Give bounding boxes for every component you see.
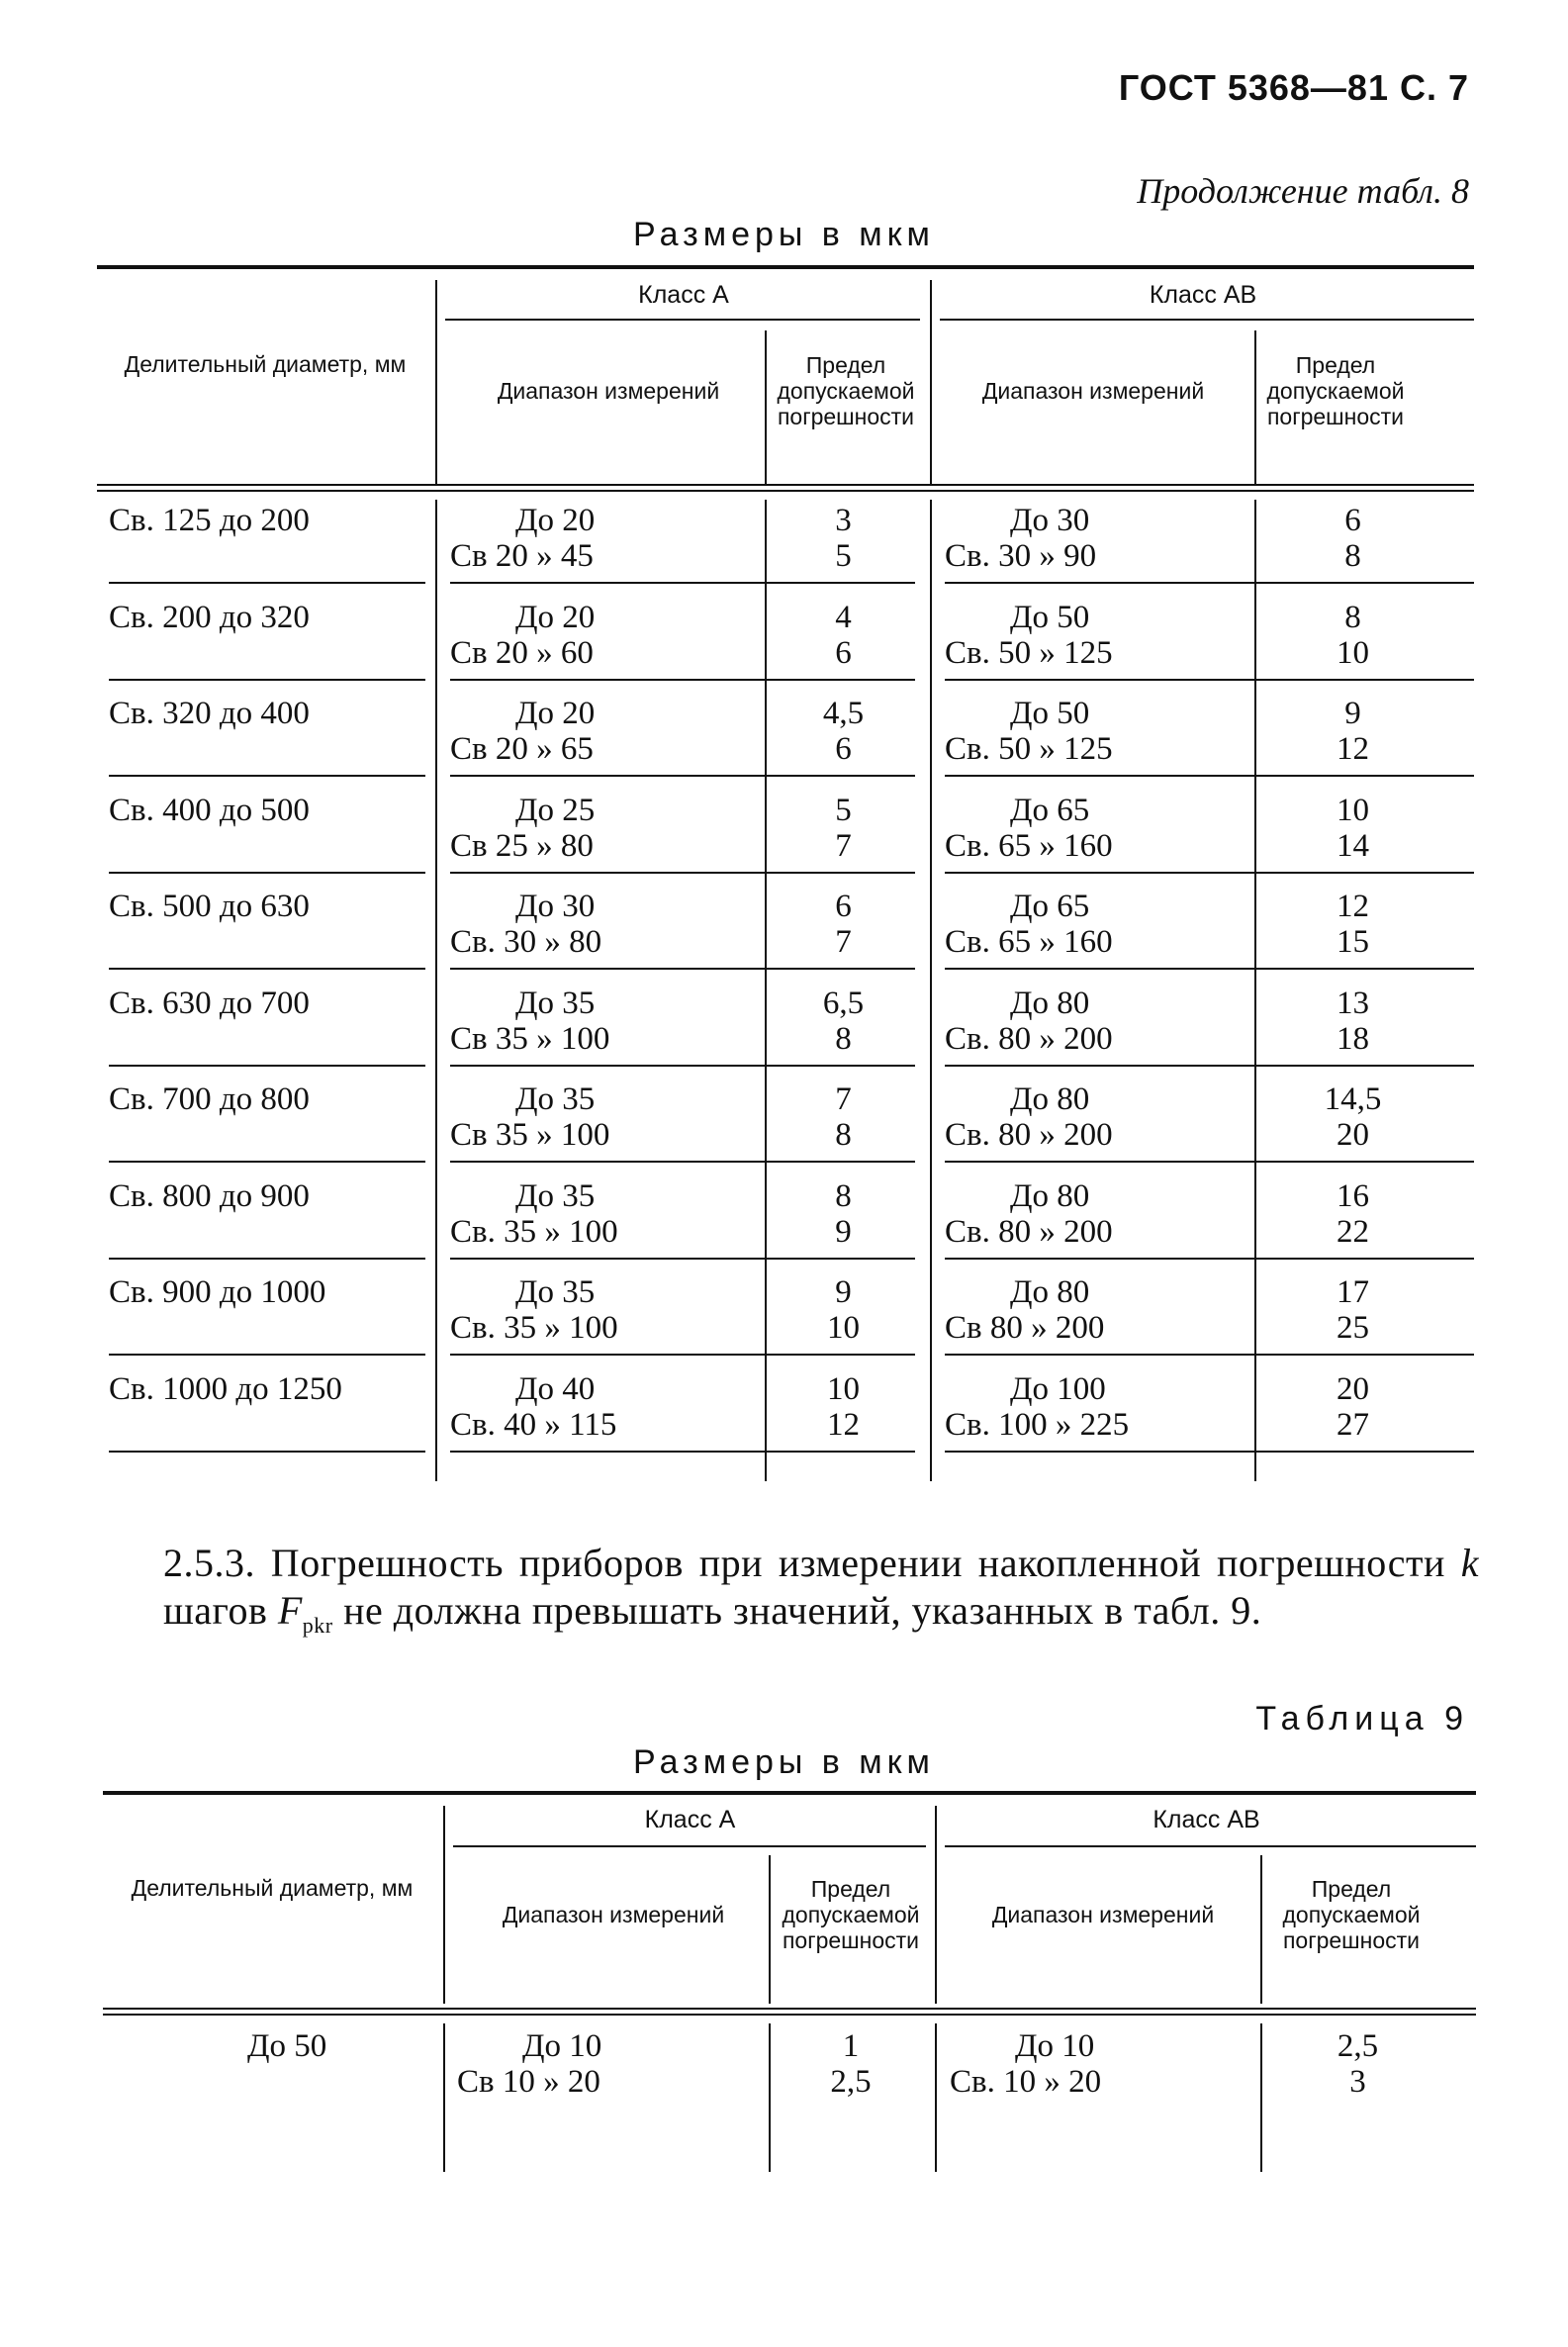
symbol-k: k (1460, 1541, 1479, 1585)
class-a-limit-line: 10 (827, 1310, 860, 1346)
class-ab-limit-line: 25 (1337, 1310, 1369, 1346)
class-a-range-line: Св 35 » 100 (450, 1020, 610, 1057)
class-a-range-line: Св. 35 » 100 (450, 1213, 618, 1250)
class-ab-limit-line: 12 (1337, 731, 1369, 767)
class-ab-limit-line: 8 (1344, 538, 1361, 574)
t9-header-ab-range: Диапазон измерений (991, 1902, 1215, 1927)
class-a-range-line: До 35 (450, 1177, 596, 1214)
table-row-diameter: Св. 125 до 200 (109, 503, 310, 538)
class-a-limit-line: 8 (835, 1117, 852, 1153)
class-ab-range-line: До 65 (945, 792, 1090, 828)
paragraph-text: 2.5.3. Погрешность приборов при измерении накопленной погрешности (163, 1541, 1461, 1585)
class-ab-limit-line: 10 (1337, 792, 1369, 828)
class-a-range (457, 2028, 754, 2100)
class-ab-range (950, 2028, 1246, 2100)
class-ab-range-line: До 80 (945, 1274, 1090, 1310)
class-a-limit-line: 10 (827, 1370, 860, 1407)
header-ab-range: Диапазон измерений (981, 378, 1205, 404)
class-ab-limit-line: 3 (1349, 2064, 1366, 2100)
table9-title: Таблица 9 (1255, 1700, 1469, 1737)
document-code: ГОСТ 5368—81 С. 7 (1118, 67, 1469, 108)
class-ab-range-line: Св. 10 » 20 (950, 2064, 1102, 2100)
class-a-limit-line: 7 (835, 1081, 852, 1117)
class-ab-range-line: До 80 (945, 985, 1090, 1021)
class-a-range-line: Св 20 » 60 (450, 634, 594, 671)
t9-header-class-ab: Класс АВ (1153, 1806, 1260, 1833)
class-ab-limit-line: 12 (1337, 889, 1369, 924)
class-a-range-line: Св 20 » 65 (450, 731, 594, 767)
class-ab-limit-line: 20 (1337, 1117, 1369, 1153)
class-ab-limit (1271, 2028, 1444, 2100)
paragraph-text: не должна превышать значений, указанных в табл. 9. (332, 1588, 1262, 1633)
class-ab-limit-line: 8 (1344, 599, 1361, 635)
class-ab-limit-line: 22 (1337, 1213, 1369, 1250)
t9-header-class-a: Класс А (644, 1806, 736, 1833)
class-ab-range-line: Св 80 » 200 (945, 1310, 1105, 1346)
class-a-range-line: До 20 (450, 503, 596, 538)
class-ab-limit-line: 16 (1337, 1177, 1369, 1214)
class-ab-limit-line: 13 (1337, 985, 1369, 1021)
class-a-limit-line: 8 (835, 1177, 852, 1214)
class-a-limit-line: 1 (842, 2028, 860, 2064)
class-ab-range-line: До 50 (945, 599, 1090, 635)
class-a-limit-line: 7 (835, 827, 852, 864)
class-a-range-line: До 40 (450, 1370, 596, 1407)
table-row-diameter: Св. 500 до 630 (109, 889, 310, 924)
class-ab-range-line: До 10 (950, 2028, 1095, 2064)
class-a-limit-line: 9 (835, 1274, 852, 1310)
class-ab-range-line: До 100 (945, 1370, 1106, 1407)
table-row-diameter: Св. 700 до 800 (109, 1081, 310, 1117)
header-ab-limit: Предел допускаемой погрешности (1266, 352, 1405, 429)
table-row-diameter: До 50 (247, 2028, 327, 2064)
class-a-limit-line: 6 (835, 731, 852, 767)
class-a-range-line: До 20 (450, 696, 596, 731)
t9-header-a-limit: Предел допускаемой погрешности (782, 1876, 920, 1953)
class-ab-limit-line: 14,5 (1324, 1081, 1382, 1117)
class-ab-range-line: До 80 (945, 1177, 1090, 1214)
class-a-limit-line: 4,5 (822, 696, 865, 731)
class-a-range-line: Св 35 » 100 (450, 1117, 610, 1153)
header-a-limit: Предел допускаемой погрешности (777, 352, 915, 429)
class-ab-limit-line: 9 (1344, 696, 1361, 731)
table-row-diameter: Св. 900 до 1000 (109, 1274, 326, 1310)
class-ab-limit-line: 10 (1337, 634, 1369, 671)
class-a-limit-line: 6 (835, 634, 852, 671)
t9-header-ab-limit: Предел допускаемой погрешности (1282, 1876, 1421, 1953)
class-a-range-line: До 35 (450, 1274, 596, 1310)
class-ab-range-line: До 50 (945, 696, 1090, 731)
header-diameter: Делительный диаметр, мм (124, 351, 407, 377)
class-a-limit-line: 5 (835, 792, 852, 828)
class-ab-limit-line: 20 (1337, 1370, 1369, 1407)
class-a-limit-line: 6 (835, 889, 852, 924)
class-a-limit-line: 2,5 (830, 2064, 872, 2100)
class-ab-limit-line: 15 (1337, 924, 1369, 960)
class-a-limit (777, 2028, 925, 2100)
class-a-range-line: Св 20 » 45 (450, 538, 594, 574)
class-a-range-line: Св 25 » 80 (450, 827, 594, 864)
table-row-diameter: Св. 630 до 700 (109, 985, 310, 1021)
class-a-range-line: До 25 (450, 792, 596, 828)
class-a-range-line: Св. 30 » 80 (450, 924, 602, 960)
class-a-limit-line: 7 (835, 924, 852, 960)
class-a-range-line: До 20 (450, 599, 596, 635)
table-row-diameter: Св. 800 до 900 (109, 1177, 310, 1214)
class-ab-range-line: Св. 65 » 160 (945, 924, 1113, 960)
class-ab-range-line: Св. 80 » 200 (945, 1117, 1113, 1153)
class-ab-limit-line: 2,5 (1337, 2028, 1379, 2064)
class-a-range-line: Св. 35 » 100 (450, 1310, 618, 1346)
class-a-range-line: До 35 (450, 985, 596, 1021)
class-ab-range-line: Св. 100 » 225 (945, 1406, 1130, 1443)
class-a-limit-line: 4 (835, 599, 852, 635)
class-ab-range-line: Св. 50 » 125 (945, 731, 1113, 767)
class-a-range-line: До 30 (450, 889, 596, 924)
header-class-a: Класс А (638, 281, 729, 309)
table-row-diameter: Св. 1000 до 1250 (109, 1370, 342, 1407)
class-a-limit-line: 9 (835, 1213, 852, 1250)
paragraph-text: шагов (163, 1588, 278, 1633)
class-ab-range-line: До 80 (945, 1081, 1090, 1117)
class-ab-limit-line: 18 (1337, 1020, 1369, 1057)
symbol-F: F (277, 1588, 303, 1633)
class-a-range-line: До 10 (457, 2028, 602, 2064)
class-ab-limit-line: 14 (1337, 827, 1369, 864)
class-a-limit-line: 8 (835, 1020, 852, 1057)
class-a-range-line: Св 10 » 20 (457, 2064, 600, 2100)
class-ab-range-line: Св. 80 » 200 (945, 1020, 1113, 1057)
class-ab-range-line: Св. 30 » 90 (945, 538, 1097, 574)
class-ab-range-line: Св. 80 » 200 (945, 1213, 1113, 1250)
table-continuation-label: Продолжение табл. 8 (1137, 171, 1469, 211)
class-a-limit-line: 6,5 (822, 985, 865, 1021)
class-ab-range-line: Св. 65 » 160 (945, 827, 1113, 864)
class-a-limit-line: 3 (835, 503, 852, 538)
t9-header-diameter: Делительный диаметр, мм (131, 1875, 414, 1901)
header-class-ab: Класс АВ (1149, 281, 1257, 309)
class-ab-range-line: До 65 (945, 889, 1090, 924)
class-a-limit-line: 12 (827, 1406, 860, 1443)
table-row-diameter: Св. 320 до 400 (109, 696, 310, 731)
t9-header-a-range: Диапазон измерений (502, 1902, 725, 1927)
class-a-range-line: Св. 40 » 115 (450, 1406, 617, 1443)
class-ab-range-line: До 30 (945, 503, 1090, 538)
class-ab-limit-line: 6 (1344, 503, 1361, 538)
table8-units: Размеры в мкм (633, 216, 935, 253)
class-ab-range-line: Св. 50 » 125 (945, 634, 1113, 671)
class-ab-limit-line: 27 (1337, 1406, 1369, 1443)
header-a-range: Диапазон измерений (497, 378, 720, 404)
table9-units: Размеры в мкм (633, 1743, 935, 1781)
class-a-range-line: До 35 (450, 1081, 596, 1117)
class-ab-limit-line: 17 (1337, 1274, 1369, 1310)
table-row-diameter: Св. 200 до 320 (109, 599, 310, 635)
table-row-diameter: Св. 400 до 500 (109, 792, 310, 828)
symbol-subscript: pkr (302, 1613, 333, 1638)
class-a-limit-line: 5 (835, 538, 852, 574)
